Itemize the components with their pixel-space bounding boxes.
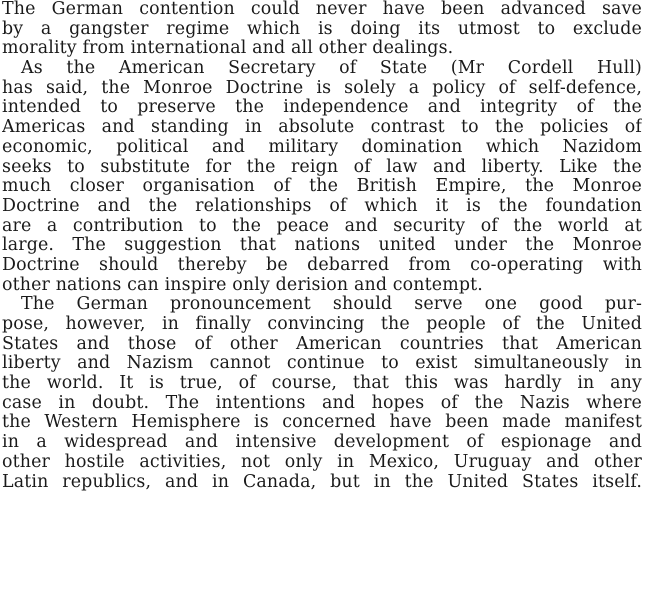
text-line: liberty and Nazism cannot continue to exist simultaneously in — [2, 354, 642, 374]
paragraph-3 — [2, 295, 642, 492]
text-line: The German contention could never have been advanced save — [2, 0, 642, 19]
text-line: case in doubt. The intentions and hopes of the Nazis where — [2, 393, 642, 413]
text-line: the world. It is true, of course, that this was hardly in any — [2, 374, 642, 394]
text-line: other hostile activities, not only in Mexico, Uruguay and other — [2, 452, 642, 472]
text-line: large. The suggestion that nations united under the Monroe — [2, 236, 642, 256]
text-line: seeks to substitute for the reign of law and liberty. Like the — [2, 157, 642, 177]
text-line: Latin republics, and in Canada, but in the United States itself. — [2, 472, 642, 492]
article-text — [2, 0, 642, 492]
text-line: in a widespread and intensive development of espionage and — [2, 433, 642, 453]
text-line: are a contribution to the peace and security of the world at — [2, 216, 642, 236]
text-line: Doctrine should thereby be debarred from co-operating with — [2, 255, 642, 275]
text-line: has said, the Monroe Doctrine is solely a policy of self-defence, — [2, 78, 642, 98]
paragraph-1 — [2, 0, 642, 59]
text-line: The German pronouncement should serve one good pur- — [21, 295, 642, 315]
text-line: economic, political and military domination which Nazidom — [2, 137, 642, 157]
paragraph-2 — [2, 59, 642, 295]
text-line: other nations can inspire only derision and contempt. — [2, 275, 483, 295]
text-line: intended to preserve the independence and integrity of the — [2, 98, 642, 118]
text-line: Doctrine and the relationships of which it is the foundation — [2, 196, 642, 216]
text-line: by a gangster regime which is doing its utmost to exclude — [2, 19, 642, 39]
text-line: Americas and standing in absolute contrast to the policies of — [2, 118, 642, 138]
text-line: States and those of other American countries that American — [2, 334, 642, 354]
text-line: morality from international and all other dealings. — [2, 39, 454, 59]
text-line: As the American Secretary of State (Mr Cordell Hull) — [21, 59, 642, 79]
text-line: much closer organisation of the British Empire, the Monroe — [2, 177, 642, 197]
text-line: the Western Hemisphere is concerned have been made manifest — [2, 413, 642, 433]
text-line: pose, however, in finally convincing the people of the United — [2, 315, 642, 334]
